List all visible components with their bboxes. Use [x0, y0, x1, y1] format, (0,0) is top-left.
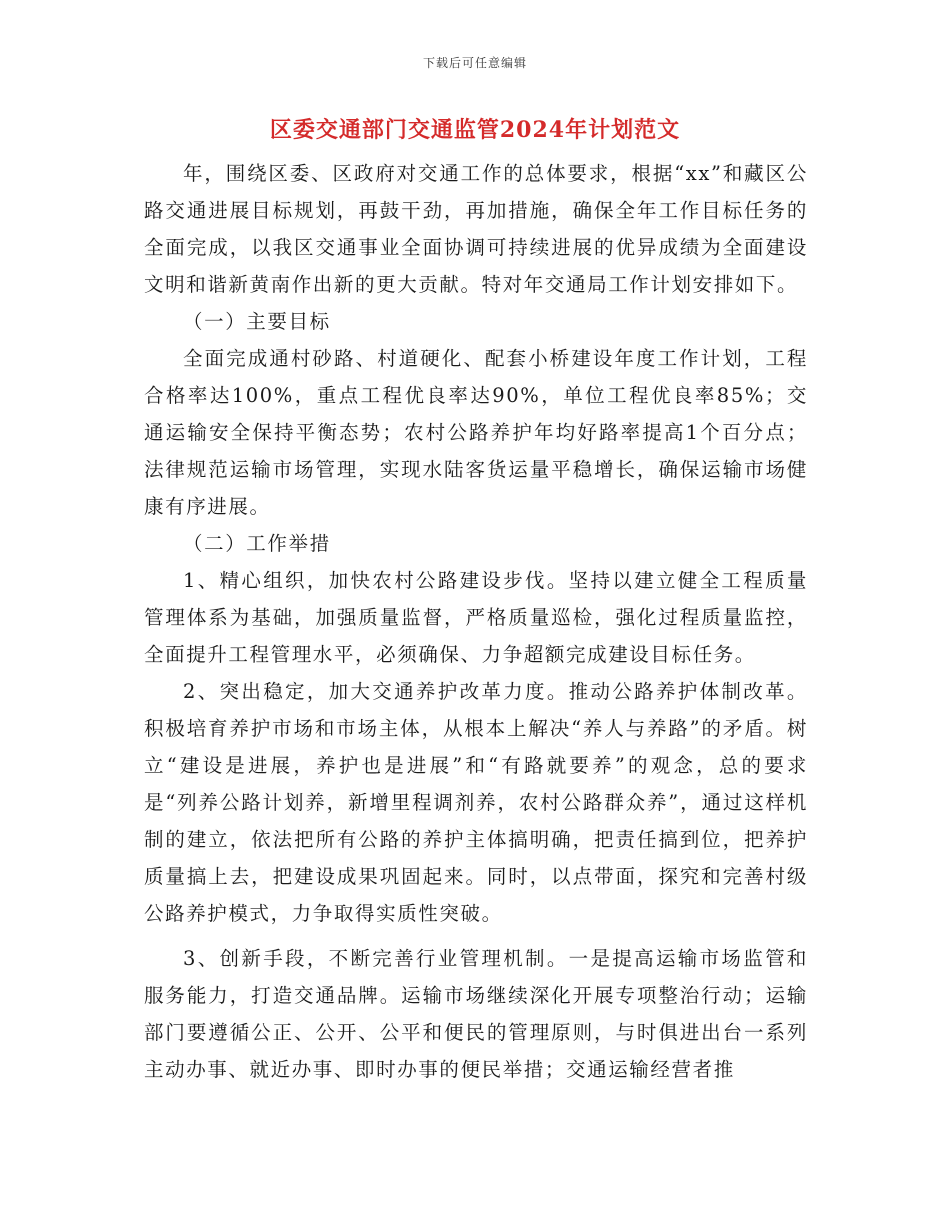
paragraph-measure-1: 1、精心组织，加快农村公路建设步伐。坚持以建立健全工程质量管理体系为基础，加强质量监督，严格质量巡检，强化过程质量监控，全面提升工程管理水平，必须确保、力争超额完成建设目标任务。: [144, 569, 808, 666]
document-body: [144, 155, 808, 1088]
paragraph-intro: 年，围绕区委、区政府对交通工作的总体要求，根据“xx”和藏区公路交通进展目标规划，再鼓干劲，再加措施，确保全年工作目标任务的全面完成，以我区交通事业全面协调可持续进展的优异成绩为全面建设文明和谐新黄南作出新的更大贡献。特对年交通局工作计划安排如下。: [144, 162, 808, 296]
document-title: 区委交通部门交通监管2024年计划范文: [269, 117, 681, 143]
header-note: 下载后可任意编辑: [422, 56, 527, 70]
paragraph-main-goals: 全面完成通村砂路、村道硬化、配套小桥建设年度工作计划，工程合格率达100%，重点工程优良率达90%，单位工程优良率85%；交通运输安全保持平衡态势；农村公路养护年均好路率提高1个百分点；法律规范运输市场管理，实现水陆客货运量平稳增长，确保运输市场健康有序进展。: [144, 347, 808, 518]
paragraph-measure-3: 3、创新手段，不断完善行业管理机制。一是提高运输市场监管和服务能力，打造交通品牌。运输市场继续深化开展专项整治行动；运输部门要遵循公正、公开、公平和便民的管理原则，与时俱进出台一系列主动办事、就近办事、即时办事的便民举措；交通运输经营者推: [144, 947, 808, 1081]
section-heading-main-goals: （一）主要目标: [183, 310, 331, 333]
section-heading-measures: （二）工作举措: [183, 532, 331, 555]
paragraph-measure-2: 2、突出稳定，加大交通养护改革力度。推动公路养护体制改革。积极培育养护市场和市场主体，从根本上解决“养人与养路”的矛盾。树立“建设是进展，养护也是进展”和“有路就要养”的观念，总的要求是“列养公路计划养，新增里程调剂养，农村公路群众养”，通过这样机制的建立，依法把所有公路的养护主体搞明确，把责任搞到位，把养护质量搞上去，把建设成果巩固起来。同时，以点带面，探究和完善村级公路养护模式，力争取得实质性突破。: [144, 680, 808, 925]
